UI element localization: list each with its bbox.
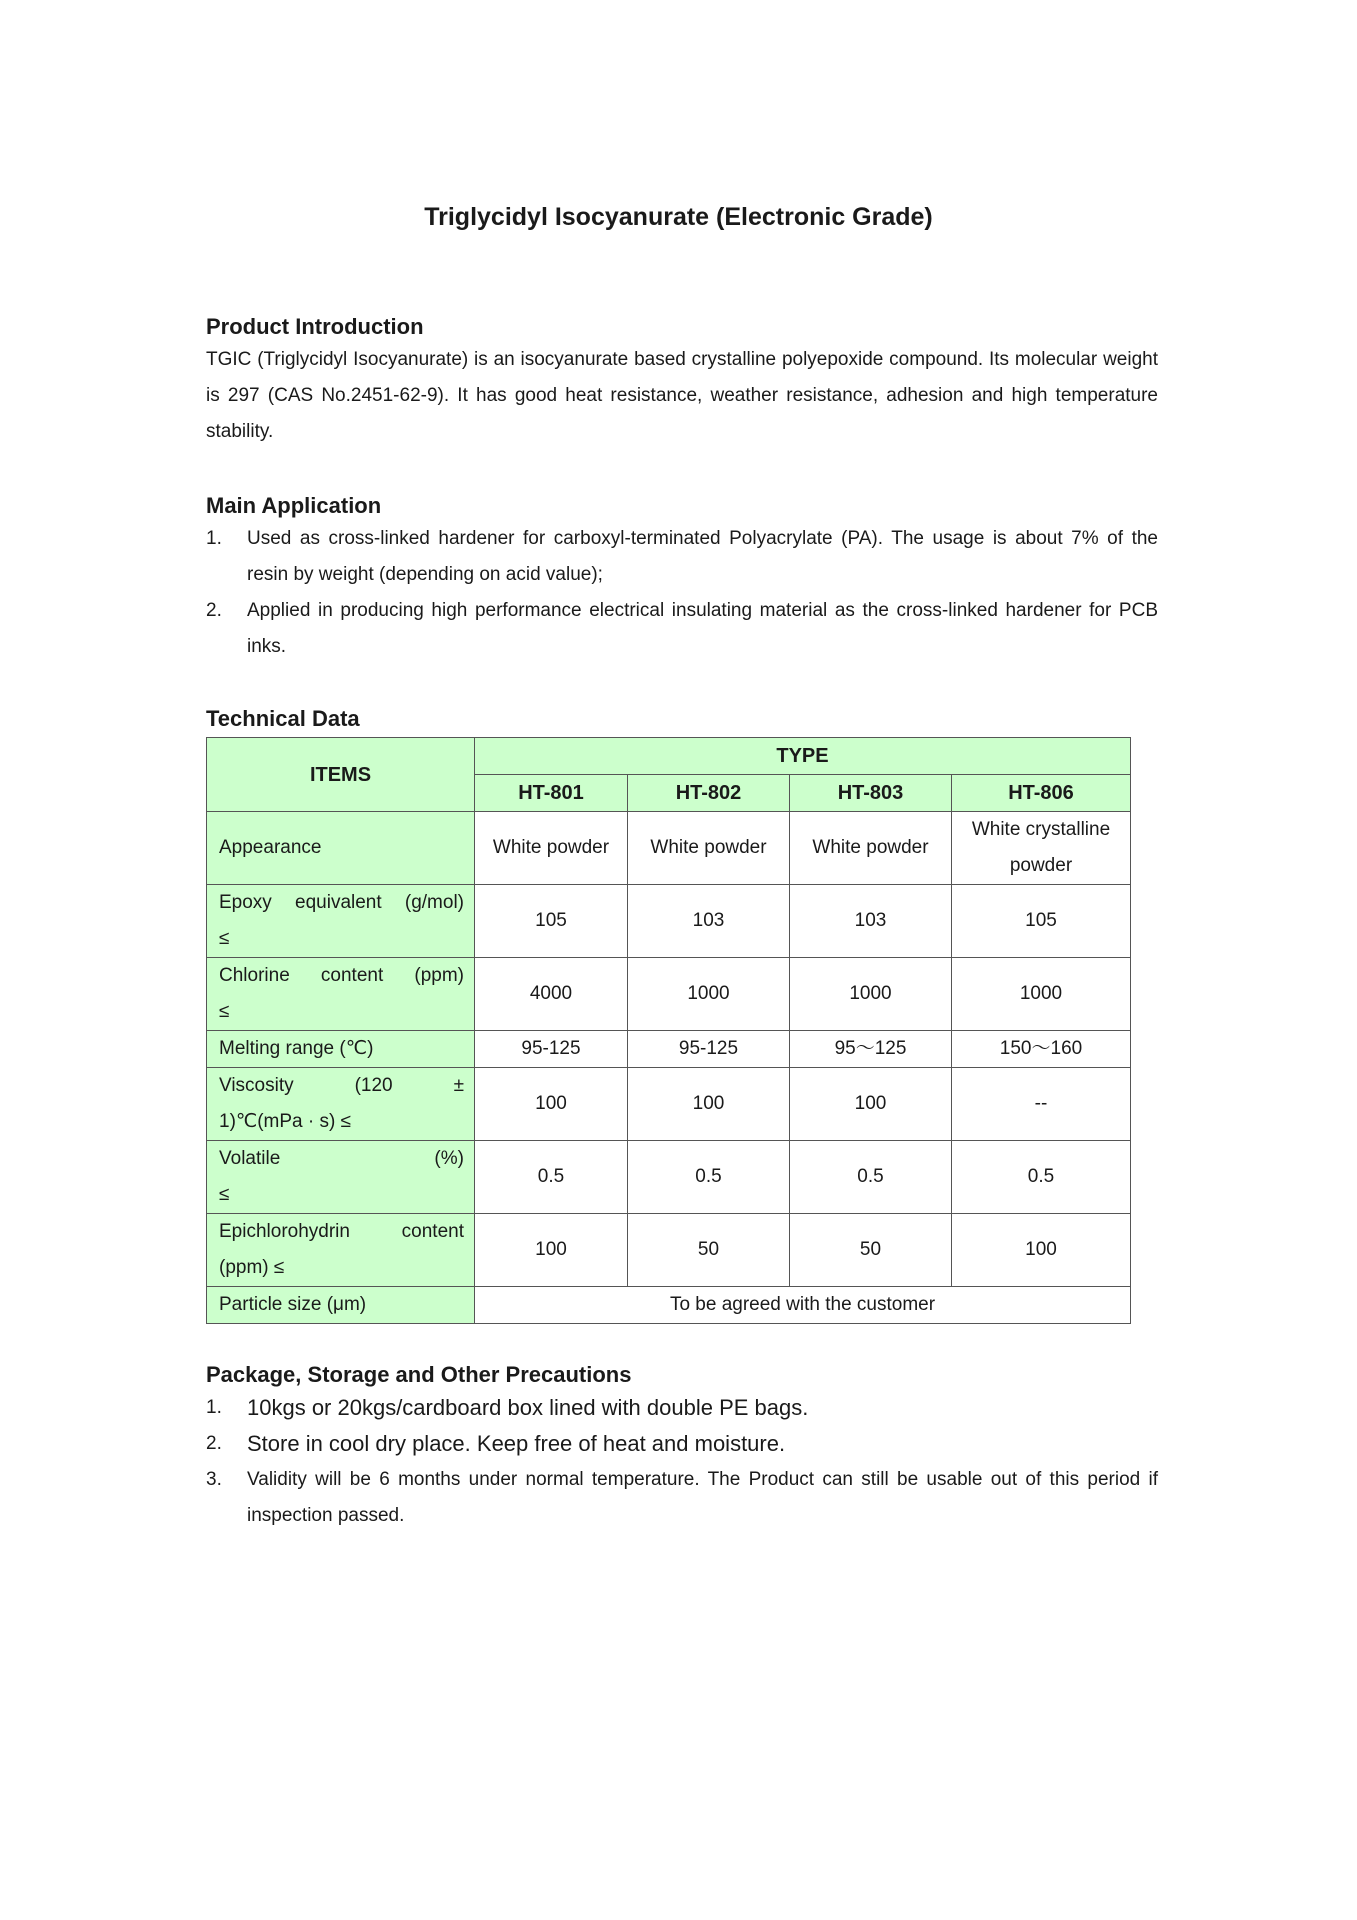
type-header: TYPE (475, 738, 1131, 775)
item-line: Epoxy equivalent (g/mol) (219, 892, 464, 913)
table-cell: 105 (952, 885, 1131, 958)
package-list (206, 1390, 1158, 1534)
list-item (206, 1390, 1158, 1426)
item-line: Chlorine content (ppm) (219, 965, 464, 986)
table-cell: 0.5 (475, 1141, 628, 1214)
table-cell: 95-125 (628, 1031, 790, 1068)
type-ht-802: HT-802 (628, 775, 790, 812)
table-cell: 105 (475, 885, 628, 958)
technical-data-table (206, 737, 1131, 1324)
item-epichlorohydrin (207, 1214, 475, 1287)
table-cell: 95～125 (790, 1031, 952, 1068)
list-item (206, 1426, 1158, 1462)
table-cell: White crystalline powder (952, 812, 1131, 885)
table-cell: -- (952, 1068, 1131, 1141)
table-cell: 100 (952, 1214, 1131, 1287)
item-volatile (207, 1141, 475, 1214)
product-introduction-section (206, 312, 1158, 450)
type-ht-801: HT-801 (475, 775, 628, 812)
application-list (206, 521, 1158, 665)
list-text: 10kgs or 20kgs/cardboard box lined with double PE bags. (247, 1395, 809, 1420)
item-line: Epichlorohydrin content (219, 1221, 464, 1242)
table-cell: White powder (790, 812, 952, 885)
table-row (207, 1287, 1131, 1324)
table-cell: 0.5 (952, 1141, 1131, 1214)
table-cell: 1000 (952, 958, 1131, 1031)
table-cell: 150～160 (952, 1031, 1131, 1068)
list-number: 3. (206, 1469, 222, 1490)
list-text: Store in cool dry place. Keep free of heat and moisture. (247, 1431, 786, 1456)
item-line: ≤ (219, 1001, 230, 1022)
item-line: (ppm) ≤ (219, 1257, 285, 1278)
list-item (206, 1462, 1158, 1534)
list-number: 2. (206, 1433, 222, 1454)
table-cell: 95-125 (475, 1031, 628, 1068)
item-line: Viscosity (120 ± (219, 1075, 464, 1096)
item-particle-size: Particle size (μm) (207, 1287, 475, 1324)
item-line: ≤ (219, 928, 230, 949)
technical-data-section (206, 704, 1158, 734)
item-epoxy-equivalent (207, 885, 475, 958)
table-cell: 1000 (790, 958, 952, 1031)
table-cell: White powder (475, 812, 628, 885)
type-ht-806: HT-806 (952, 775, 1131, 812)
table-cell: 1000 (628, 958, 790, 1031)
item-line: 1)℃(mPa · s) ≤ (219, 1111, 352, 1132)
table-cell: 100 (475, 1068, 628, 1141)
table-cell: 50 (628, 1214, 790, 1287)
table-cell: White powder (628, 812, 790, 885)
table-row (207, 1214, 1131, 1287)
intro-paragraph: TGIC (Triglycidyl Isocyanurate) is an isocyanurate based crystalline polyepoxide compound. Its molecular weight is 297 (CAS No.2451-62-9). It has good heat resistance, weather resistance, adhesion and high temperature stability. (206, 349, 1158, 442)
package-section (206, 1360, 1158, 1534)
main-application-section (206, 491, 1158, 665)
list-text: Validity will be 6 months under normal temperature. The Product can still be usable out of this period if inspection passed. (247, 1469, 1158, 1526)
table-cell: 0.5 (628, 1141, 790, 1214)
table-row (207, 812, 1131, 885)
particle-size-value: To be agreed with the customer (475, 1287, 1131, 1324)
item-melting-range: Melting range (℃) (207, 1031, 475, 1068)
technical-heading: Technical Data (206, 706, 360, 731)
table-row (207, 885, 1131, 958)
application-heading: Main Application (206, 493, 382, 518)
package-heading: Package, Storage and Other Precautions (206, 1362, 632, 1387)
table-row (207, 1141, 1131, 1214)
table-cell: 50 (790, 1214, 952, 1287)
table-cell: 100 (628, 1068, 790, 1141)
item-chlorine-content (207, 958, 475, 1031)
table-row (207, 1068, 1131, 1141)
list-number: 1. (206, 1397, 222, 1418)
type-ht-803: HT-803 (790, 775, 952, 812)
item-line: Volatile (%) (219, 1148, 464, 1169)
list-item (206, 521, 1158, 593)
list-text: Used as cross-linked hardener for carboxyl-terminated Polyacrylate (PA). The usage is about 7% of the resin by weight (depending on acid value); (247, 528, 1158, 585)
items-header: ITEMS (207, 738, 475, 812)
list-number: 2. (206, 600, 222, 621)
list-text: Applied in producing high performance electrical insulating material as the cross-linked hardener for PCB inks. (247, 600, 1158, 657)
table-row (207, 1031, 1131, 1068)
table-cell: 0.5 (790, 1141, 952, 1214)
table-cell: 100 (475, 1214, 628, 1287)
table-cell: 103 (790, 885, 952, 958)
document-title: Triglycidyl Isocyanurate (Electronic Grade) (424, 203, 933, 231)
item-line: ≤ (219, 1184, 230, 1205)
table-cell: 4000 (475, 958, 628, 1031)
table-cell: 103 (628, 885, 790, 958)
list-item (206, 593, 1158, 665)
item-viscosity (207, 1068, 475, 1141)
intro-heading: Product Introduction (206, 314, 424, 339)
table-row (207, 958, 1131, 1031)
list-number: 1. (206, 528, 222, 549)
table-cell: 100 (790, 1068, 952, 1141)
item-appearance: Appearance (207, 812, 475, 885)
